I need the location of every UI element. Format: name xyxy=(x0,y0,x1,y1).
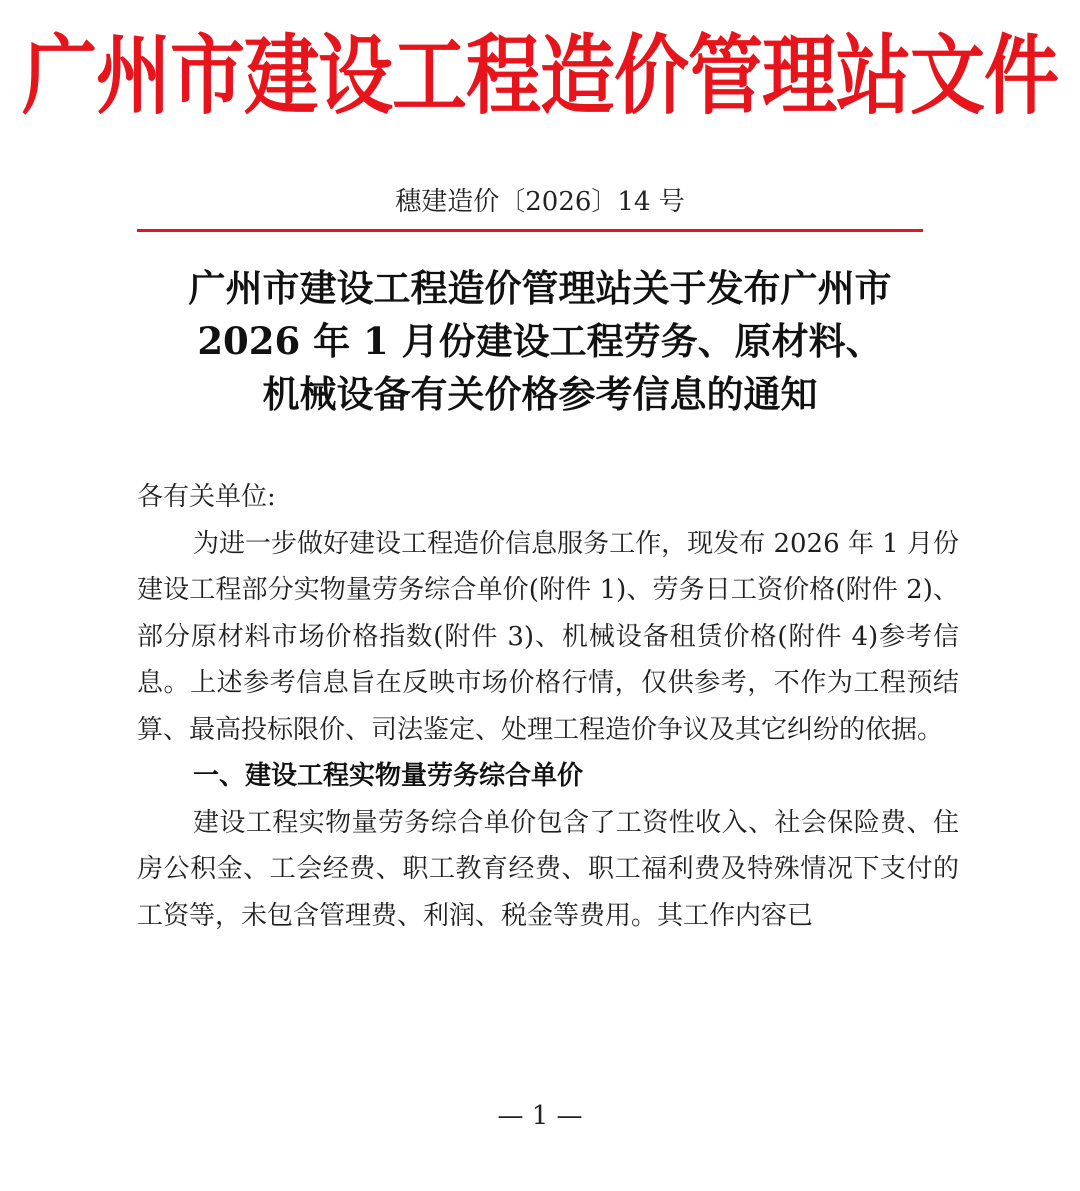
salutation: 各有关单位: xyxy=(137,482,276,512)
title-line-3: 机械设备有关价格参考信息的通知 xyxy=(262,372,818,416)
document-number: 穗建造价〔2026〕14 号 xyxy=(395,187,685,217)
title-line-2: 2026 年 1 月份建设工程劳务、原材料、 xyxy=(197,319,883,363)
red-divider-line xyxy=(137,229,923,232)
section-heading: 一、建设工程实物量劳务综合单价 xyxy=(193,761,584,791)
notice-body xyxy=(137,474,959,939)
intro-paragraph: 为进一步做好建设工程造价信息服务工作，现发布 2026 年 1 月份建设工程部分实物量劳务综合单价(附件 1)、劳务日工资价格(附件 2)、部分原材料市场价格指数(附件 3)、机械设备租赁价格(附件 4)参考信息。上述参考信息旨在反映市场价格行情，仅供参考，不作为工程预结算、最高投标限价、司法鉴定、处理工程造价争议及其它纠纷的依据。 xyxy=(137,528,959,745)
title-line-1: 广州市建设工程造价管理站关于发布广州市 xyxy=(188,266,892,310)
section-paragraph: 建设工程实物量劳务综合单价包含了工资性收入、社会保险费、住房公积金、工会经费、职工教育经费、职工福利费及特殊情况下支付的工资等，未包含管理费、利润、税金等费用。其工作内容已 xyxy=(137,807,959,931)
notice-title xyxy=(90,262,990,421)
masthead-title: 广州市建设工程造价管理站文件 xyxy=(21,24,1058,127)
page-number: — 1 — xyxy=(497,1101,583,1131)
